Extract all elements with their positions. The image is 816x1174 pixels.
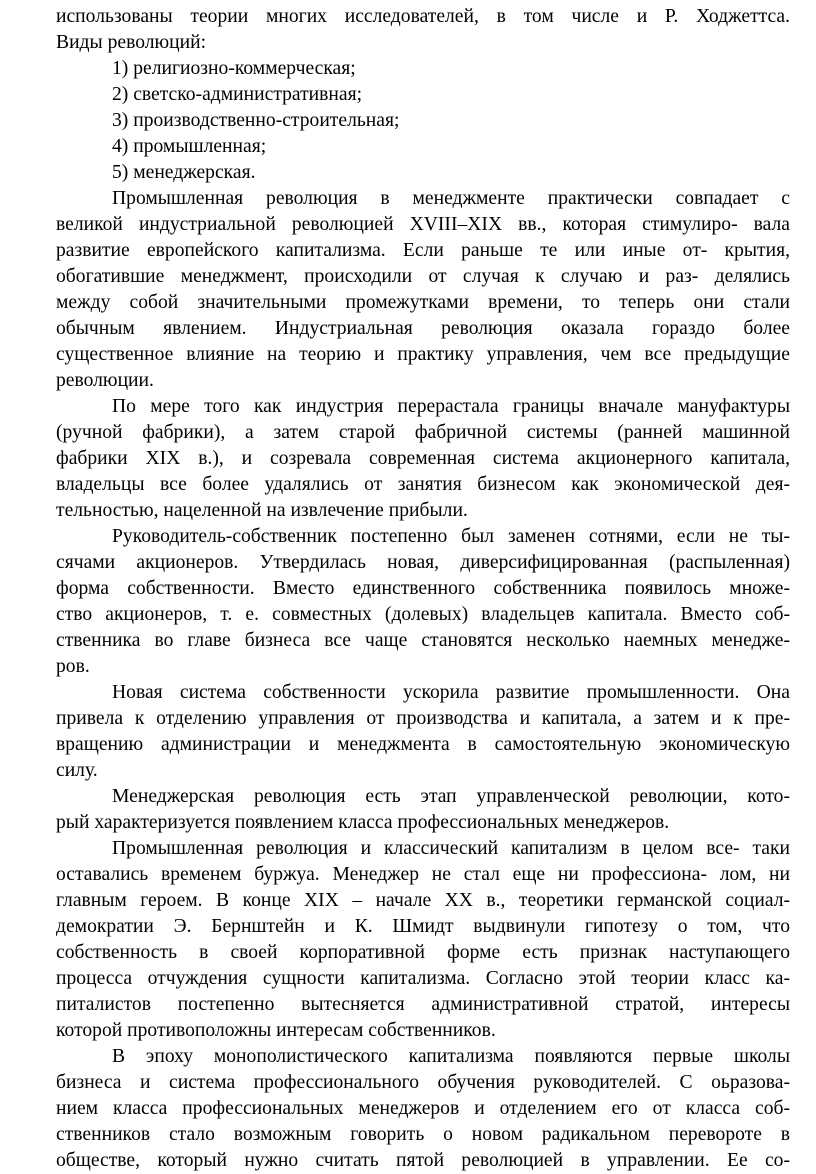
text-line: Виды революций:	[56, 32, 207, 53]
paragraph-line: Новая система собственности ускорила развитие промышленности. Она	[112, 682, 790, 703]
paragraph-line: существенное влияние на теорию и практику управления, чем все предыдущие	[56, 344, 790, 365]
paragraph-line: В эпоху монополистического капитализма появляются первые школы	[112, 1046, 790, 1067]
paragraph-line: обогатившие менеджмент, происходили от случая к случаю и раз- делялись	[56, 266, 790, 287]
paragraph-line: демократии Э. Бернштейн и К. Шмидт выдвинули гипотезу о том, что	[56, 916, 790, 937]
paragraph-line: обычным явлением. Индустриальная революция оказала гораздо более	[56, 318, 790, 339]
paragraph-line: бизнеса и система профессионального обучения руководителей. С оьразова-	[56, 1072, 790, 1093]
paragraph-line: которой противоположны интересам собственников.	[56, 1020, 496, 1041]
paragraph-line: привела к отделению управления от производства и капитала, а затем и к пре-	[56, 708, 790, 729]
paragraph-line: нием класса профессиональных менеджеров и отделением его от класса соб-	[56, 1098, 790, 1119]
paragraph-line: Промышленная революция в менеджменте практически совпадает с	[112, 188, 790, 209]
paragraph-line: ственника во главе бизнеса все чаще становятся несколько наемных менедже-	[56, 630, 790, 651]
paragraph-line: оставались временем буржуа. Менеджер не стал еще ни профессиона- лом, ни	[56, 864, 790, 885]
document-page	[56, 4, 790, 1174]
paragraph-line: форма собственности. Вместо единственного собственника появилось множе-	[56, 578, 790, 599]
paragraph-line: тельностью, нацеленной на извлечение прибыли.	[56, 500, 468, 521]
list-item: 2) светско-административная;	[112, 84, 363, 105]
paragraph-line: Промышленная революция и классический капитализм в целом все- таки	[112, 838, 790, 859]
paragraph-line: процесса отчуждения сущности капитализма. Согласно этой теории класс ка-	[56, 968, 790, 989]
paragraph-line: главным героем. В конце XIX – начале XX в., теоретики германской социал-	[56, 890, 790, 911]
list-item: 3) производственно-строительная;	[112, 110, 400, 131]
paragraph-line: сячами акционеров. Утвердилась новая, диверсифицированная (распыленная)	[56, 552, 790, 573]
list-item: 1) религиозно-коммерческая;	[112, 58, 356, 79]
paragraph-line: Менеджерская революция есть этап управленческой революции, кото-	[112, 786, 790, 807]
paragraph-line: Руководитель-собственник постепенно был заменен сотнями, если не ты-	[112, 526, 790, 547]
paragraph-line: рый характеризуется появлением класса профессиональных менеджеров.	[56, 812, 670, 833]
paragraph-line: ство акционеров, т. е. совместных (долевых) владельцев капитала. Вместо соб-	[56, 604, 790, 625]
paragraph-line: ственников стало возможным говорить о новом радикальном перевороте в	[56, 1124, 790, 1145]
paragraph-line: великой индустриальной революцией XVIII–XIX вв., которая стимулиро- вала	[56, 214, 790, 235]
paragraph-line: силу.	[56, 760, 98, 781]
paragraph-line: развитие европейского капитализма. Если раньше те или иные от- крытия,	[56, 240, 790, 261]
paragraph-line: фабрики XIX в.), и созревала современная система акционерного капитала,	[56, 448, 790, 469]
paragraph-line: По мере того как индустрия перерастала границы вначале мануфактуры	[112, 396, 790, 417]
text-line: использованы теории многих исследователей, в том числе и Р. Ходжеттса.	[56, 6, 790, 27]
paragraph-line: революции.	[56, 370, 154, 391]
list-item: 5) менеджерская.	[112, 162, 256, 183]
paragraph-line: ров.	[56, 656, 90, 677]
paragraph-line: обществе, который нужно считать пятой революцией в управлении. Ее со-	[56, 1150, 790, 1171]
paragraph-line: питалистов постепенно вытесняется административной стратой, интересы	[56, 994, 790, 1015]
paragraph-line: вращению администрации и менеджмента в самостоятельную экономическую	[56, 734, 790, 755]
paragraph-line: владельцы все более удалялись от занятия бизнесом как экономической дея-	[56, 474, 790, 495]
list-item: 4) промышленная;	[112, 136, 267, 157]
paragraph-line: (ручной фабрики), а затем старой фабричной системы (ранней машинной	[56, 422, 790, 443]
paragraph-line: между собой значительными промежутками времени, то теперь они стали	[56, 292, 790, 313]
paragraph-line: собственность в своей корпоративной форме есть признак наступающего	[56, 942, 790, 963]
